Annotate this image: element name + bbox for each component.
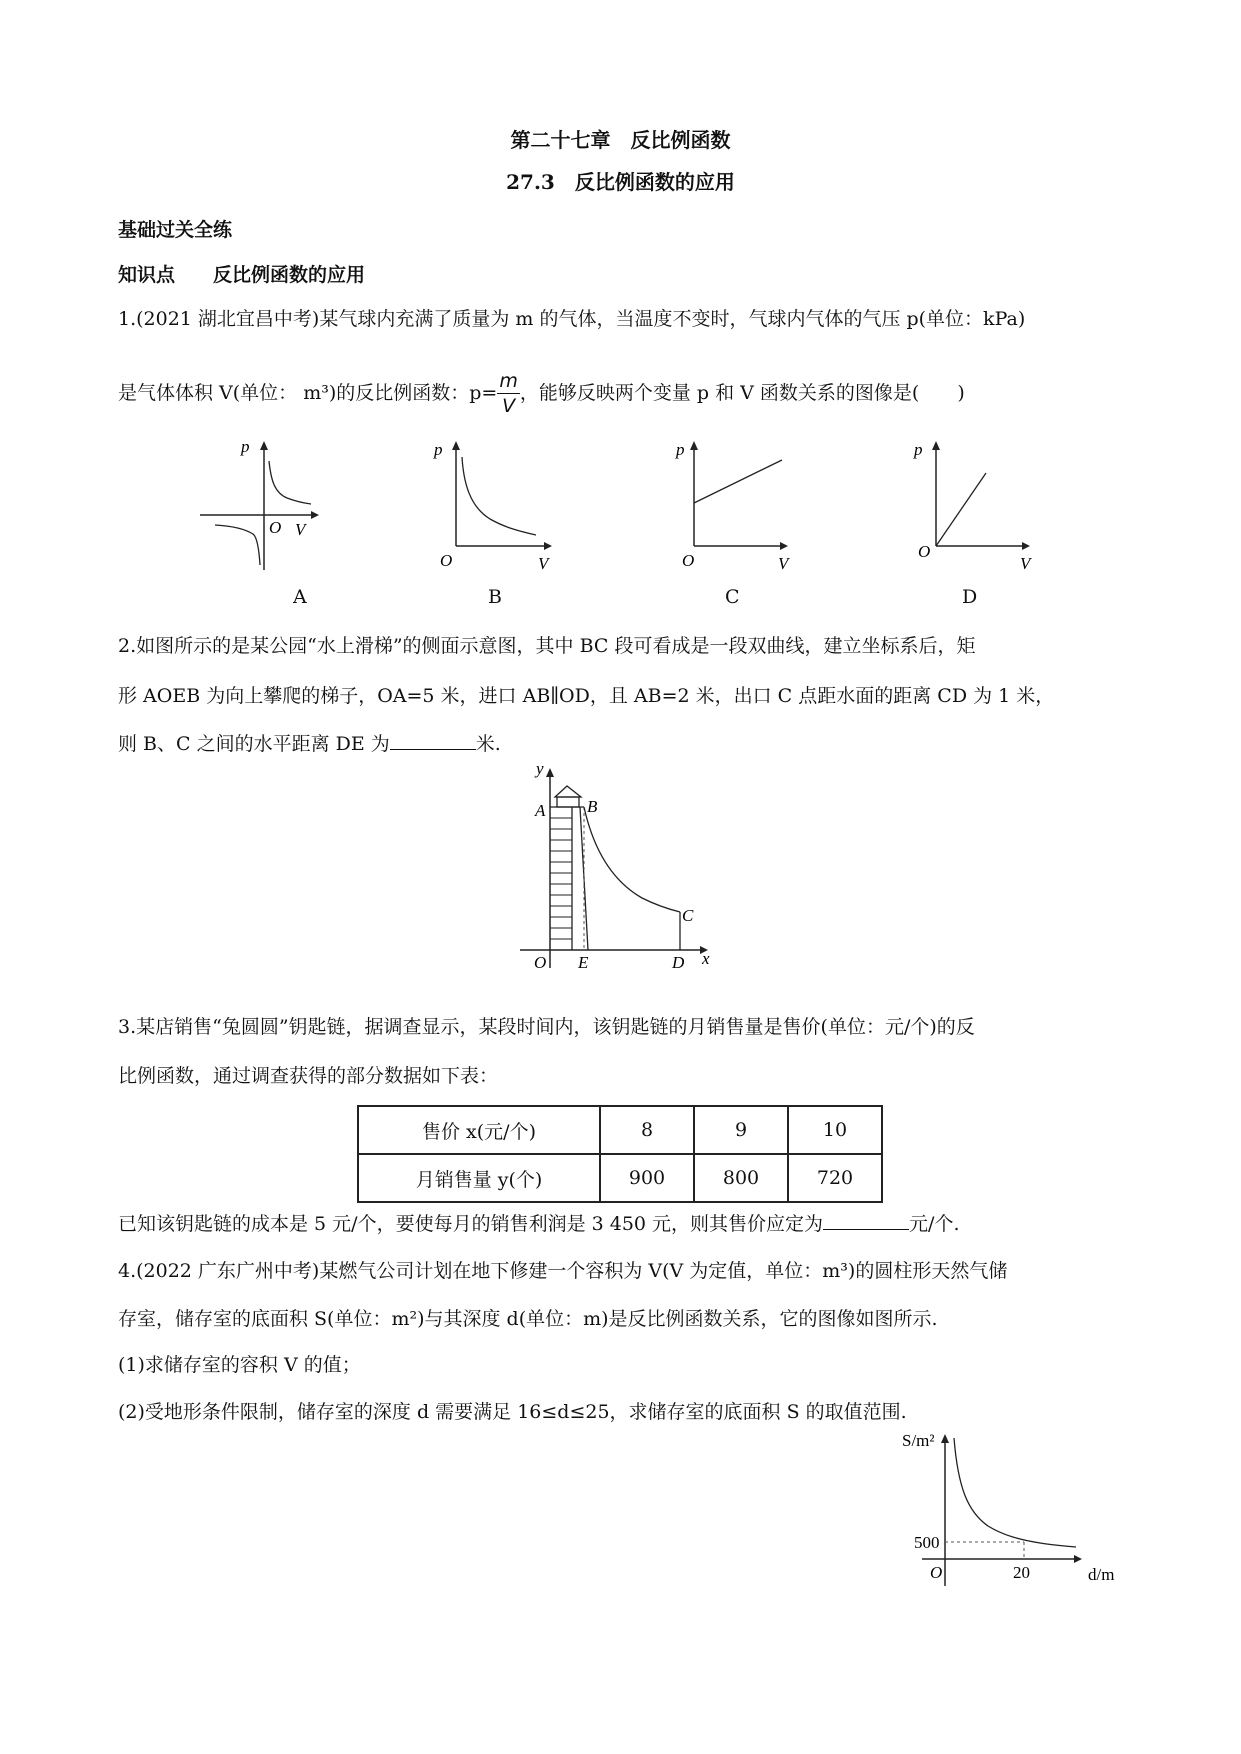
graph-a-x-arrow xyxy=(311,511,319,519)
q3-line1: 3.某店销售“兔圆圆”钥匙链，据调查显示，某段时间内，该钥匙链的月销售量是售价(单位：元/个)的反 xyxy=(118,1016,975,1038)
q4-curve xyxy=(954,1438,1076,1547)
q3-line3-end: 元/个. xyxy=(909,1213,960,1235)
q4-y-arrow xyxy=(941,1434,949,1443)
graph-b-x-arrow xyxy=(544,542,552,550)
q2-slide-figure xyxy=(512,760,722,970)
slide-y-label: y xyxy=(536,760,544,778)
graph-c-line xyxy=(694,460,782,503)
slide-origin: O xyxy=(534,953,547,970)
graph-d-x-arrow xyxy=(1022,542,1030,550)
slide-point-e: E xyxy=(578,953,589,970)
q1-line2-end: ，能够反映两个变量 p 和 V 函数关系的图像是( ) xyxy=(519,382,965,404)
q3-line2: 比例函数，通过调查获得的部分数据如下表： xyxy=(118,1065,499,1087)
q4-origin: O xyxy=(930,1563,943,1582)
q3-line3-start: 已知该钥匙链的成本是 5 元/个，要使每月的销售利润是 3 450 元，则其售价应定为 xyxy=(118,1213,824,1235)
q4-x-arrow xyxy=(1074,1555,1082,1563)
graph-a-origin-label: O xyxy=(269,518,282,537)
graph-b-curve xyxy=(462,457,536,535)
q4-y-tick-500: 500 xyxy=(914,1533,940,1552)
graph-b-y-arrow xyxy=(452,441,460,450)
graph-d-line xyxy=(936,473,986,546)
graph-d-y-arrow xyxy=(932,441,940,450)
q4-part1: (1)求储存室的容积 V 的值； xyxy=(118,1354,361,1376)
q2-line2: 形 AOEB 为向上攀爬的梯子，OA=5 米，进口 AB∥OD，且 AB=2 米，出口 C 点距水面的距离 CD 为 1 米， xyxy=(118,685,1055,707)
table-cell: 9 xyxy=(694,1106,788,1154)
slide-x-label: x xyxy=(702,949,710,968)
option-b-label: B xyxy=(488,586,502,608)
table-cell: 900 xyxy=(600,1154,694,1202)
table-header-sales: 月销售量 y(个) xyxy=(358,1154,600,1202)
q4-graph xyxy=(900,1428,1130,1588)
q4-y-label: S/m² xyxy=(902,1431,935,1450)
q3-answer-blank[interactable] xyxy=(823,1229,909,1230)
price-sales-table xyxy=(357,1105,883,1203)
option-d-label: D xyxy=(962,586,978,608)
graph-a-v-label: V xyxy=(295,520,306,539)
table-row-price xyxy=(358,1106,882,1154)
graph-b-origin-label: O xyxy=(440,551,453,570)
q3-line3 xyxy=(118,1209,960,1236)
table-cell: 800 xyxy=(694,1154,788,1202)
graph-b-v-label: V xyxy=(538,554,549,573)
chapter-title: 第二十七章 反比例函数 xyxy=(510,128,731,152)
q1-line1: 1.(2021 湖北宜昌中考)某气球内充满了质量为 m 的气体，当温度不变时，气球内气体的气压 p(单位：kPa) xyxy=(118,308,1026,330)
curve-bc xyxy=(584,807,680,912)
slide-point-b: B xyxy=(587,797,598,816)
q1-graph-c xyxy=(672,435,802,575)
q2-line3-start: 则 B、C 之间的水平距离 DE 为 xyxy=(118,733,390,755)
q4-x-label: d/m xyxy=(1088,1565,1115,1584)
table-row-sales xyxy=(358,1154,882,1202)
graph-b-p-label: p xyxy=(434,440,443,459)
graph-c-origin-label: O xyxy=(682,551,695,570)
graph-a-y-arrow xyxy=(260,441,268,450)
q2-line1: 2.如图所示的是某公园“水上滑梯”的侧面示意图，其中 BC 段可看成是一段双曲线，建立坐标系后，矩 xyxy=(118,635,976,657)
q2-answer-blank[interactable] xyxy=(390,749,476,750)
graph-c-x-arrow xyxy=(780,542,788,550)
section-title: 27.3 反比例函数的应用 xyxy=(506,170,735,194)
slide-roof xyxy=(555,786,581,797)
graph-a-p-label: p xyxy=(241,437,250,456)
table-header-price: 售价 x(元/个) xyxy=(358,1106,600,1154)
knowledge-point-heading: 知识点 反比例函数的应用 xyxy=(118,264,366,286)
graph-a-curve-lower xyxy=(215,525,260,565)
graph-d-origin-label: O xyxy=(918,542,931,561)
slide-point-c: C xyxy=(682,906,694,925)
q1-graph-d xyxy=(910,435,1040,575)
q1-graph-b xyxy=(430,435,560,575)
table-cell: 8 xyxy=(600,1106,694,1154)
graph-c-p-label: p xyxy=(676,440,685,459)
q4-line1: 4.(2022 广东广州中考)某燃气公司计划在地下修建一个容积为 V(V 为定值，单位：m³)的圆柱形天然气储 xyxy=(118,1260,1008,1282)
table-cell: 10 xyxy=(788,1106,882,1154)
slide-y-arrow xyxy=(546,768,554,777)
graph-a-curve-upper xyxy=(269,461,311,504)
slide-cabin xyxy=(557,797,579,807)
ladder-rungs xyxy=(550,818,572,939)
q1-line2 xyxy=(118,372,965,416)
q1-fraction xyxy=(497,372,520,416)
q1-line2-start: 是气体体积 V(单位： m³)的反比例函数：p= xyxy=(118,382,498,404)
practice-heading: 基础过关全练 xyxy=(118,219,233,241)
q1-fraction-numerator: m xyxy=(499,370,518,392)
q1-fraction-denominator: V xyxy=(502,395,516,417)
graph-c-v-label: V xyxy=(778,554,789,573)
graph-d-v-label: V xyxy=(1020,554,1031,573)
q4-line2: 存室，储存室的底面积 S(单位：m²)与其深度 d(单位：m)是反比例函数关系，它的图像如图所示. xyxy=(118,1308,938,1330)
option-a-label: A xyxy=(293,586,307,608)
graph-c-y-arrow xyxy=(690,441,698,450)
option-c-label: C xyxy=(725,586,740,608)
q4-x-tick-20: 20 xyxy=(1013,1563,1030,1582)
table-cell: 720 xyxy=(788,1154,882,1202)
slide-point-a: A xyxy=(535,801,546,820)
graph-d-p-label: p xyxy=(914,440,923,459)
q1-graph-a xyxy=(195,437,325,572)
q4-part2: (2)受地形条件限制，储存室的深度 d 需要满足 16≤d≤25，求储存室的底面积 S 的取值范围. xyxy=(118,1401,907,1423)
q2-line3 xyxy=(118,729,501,756)
q2-line3-end: 米. xyxy=(475,733,501,755)
slide-point-d: D xyxy=(672,953,685,970)
